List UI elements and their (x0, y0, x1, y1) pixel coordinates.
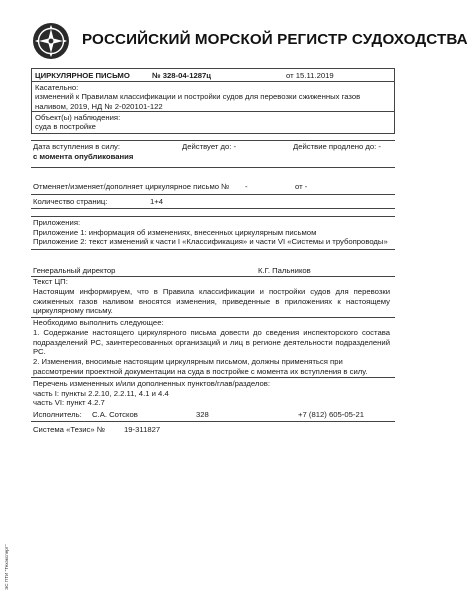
changed-item-line: часть I: пункты 2.2.10, 2.2.11, 4.1 и 4.4 (33, 389, 169, 398)
changed-items-label: Перечень измененных и/или дополненных пунктов/глав/разделов: (33, 379, 270, 388)
organization-title: РОССИЙСКИЙ МОРСКОЙ РЕГИСТР СУДОХОДСТВА (82, 31, 468, 48)
cp-text-body: Настоящим информируем, что в Правила классификации и постройки судов для перевозки сжиженных газов наливом вносятся изменения, приведенные в приложениях к настоящему циркулярному письму. (33, 287, 390, 316)
cancels-number: - (245, 182, 248, 191)
required-item-1: 1. Содержание настоящего циркулярного письма довести до сведения инспекторского состава подразделений РС, заинтересованных организаций и лиц в регионе деятельности подразделений РС. (33, 328, 390, 357)
letter-type: ЦИРКУЛЯРНОЕ ПИСЬМО (35, 70, 130, 80)
cancels-rule (31, 194, 395, 195)
cancels-label: Отменяет/изменяет/дополняет циркулярное письмо № (33, 182, 230, 191)
letter-date: от 15.11.2019 (286, 70, 334, 80)
tesis-number: 19-311827 (124, 425, 161, 434)
cancels-date: от - (295, 182, 308, 191)
valid-until: Действует до: - (182, 142, 237, 151)
required-label: Необходимо выполнить следующее: (33, 318, 164, 327)
changed-item-line: часть VI: пункт 4.2.7 (33, 398, 105, 407)
required-item-2: 2. Изменения, вносимые настоящим циркулярным письмом, должны применяться при рассмотрении проектной документации на суда в постройке с момента их вступления в силу. (33, 357, 368, 376)
subject-label: Касательно: (35, 83, 79, 92)
validity-rule (31, 140, 395, 141)
rs-emblem-icon (32, 22, 70, 60)
attachment-item: Приложение 2: текст изменений к части I «Классификация» и части VI «Системы и трубопроводы» (33, 237, 388, 246)
objects-block (31, 112, 395, 134)
cp-text-label: Текст ЦП: (33, 277, 68, 286)
objects-text: суда в постройке (35, 122, 96, 131)
executor-code: 328 (196, 410, 209, 419)
validity-rule-bottom (31, 167, 395, 168)
side-note-text: ЭС ПТИ "Техэксперт" (4, 544, 9, 590)
objects-label: Объект(ы) наблюдения: (35, 113, 121, 122)
extended-until: Действие продлено до: - (293, 142, 381, 151)
signature-name: К.Г. Пальников (258, 266, 311, 275)
attachment-item: Приложение 1: информация об изменениях, внесенных циркулярным письмом (33, 228, 317, 237)
executor-rule (31, 421, 395, 422)
side-watermark (4, 500, 12, 590)
subject-text: изменений к Правилам классификации и постройки судов для перевозки сжиженных газов наливом, 2019, НД № 2-020101-122 (35, 92, 361, 111)
executor-phone: +7 (812) 605-05-21 (298, 410, 365, 419)
subject-block (31, 82, 395, 112)
signature-rule (31, 276, 395, 277)
required-rule (31, 377, 395, 378)
pages-value: 1+4 (150, 197, 164, 206)
signature-position: Генеральный директор (33, 266, 116, 275)
attachments-rule-bottom (31, 249, 395, 250)
pages-rule (31, 208, 395, 209)
tesis-label: Система «Тезис» № (33, 425, 106, 434)
pages-label: Количество страниц: (33, 197, 108, 206)
letter-number: № 328-04-1287ц (152, 70, 212, 80)
executor-name: С.А. Сотсков (92, 410, 138, 419)
document-header (22, 20, 468, 66)
entry-date-label: Дата вступления в силу: (33, 142, 121, 151)
attachments-label: Приложения: (33, 218, 81, 227)
letter-id-row (31, 68, 395, 82)
executor-label: Исполнитель: (33, 410, 82, 419)
entry-date-value: с момента опубликования (33, 152, 134, 161)
attachments-rule-top (31, 216, 395, 217)
